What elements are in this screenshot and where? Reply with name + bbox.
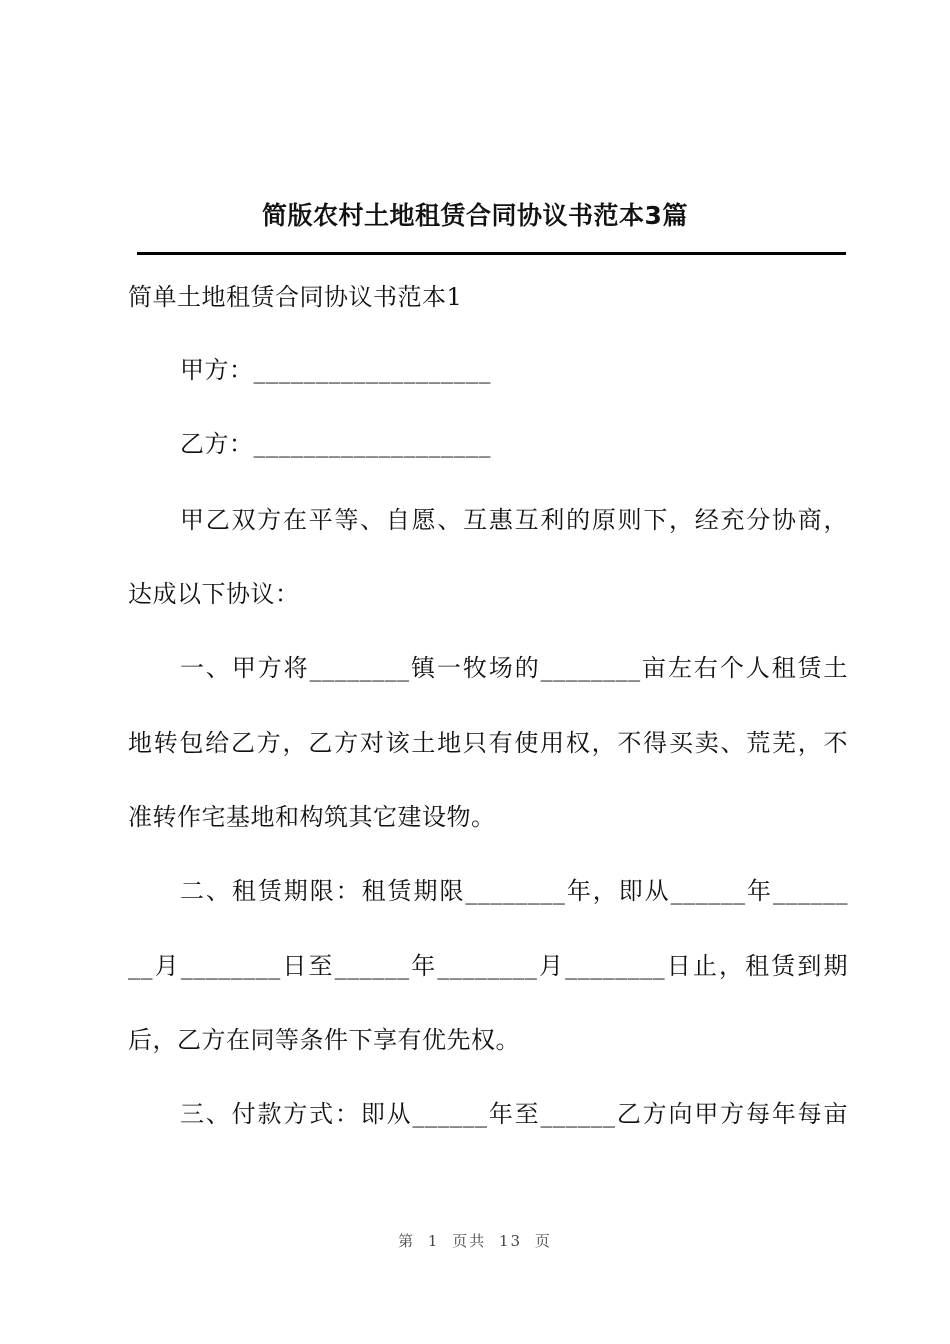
paragraph-line: __月________日至______年________月________日止，租赁到期 <box>128 952 848 980</box>
paragraph-line: 三、付款方式：即从______年至______乙方向甲方每年每亩 <box>180 1100 848 1128</box>
paragraph-line: 二、租赁期限：租赁期限________年，即从______年______ <box>180 877 848 905</box>
paragraph-line: 准转作宅基地和构筑其它建设物。 <box>128 803 496 831</box>
paragraph-line: 一、甲方将________镇一牧场的________亩左右个人租赁土 <box>180 654 848 682</box>
paragraph-line: 后，乙方在同等条件下享有优先权。 <box>128 1026 520 1054</box>
party-a-line: 甲方：___________________ <box>180 356 491 384</box>
paragraph-line: 达成以下协议： <box>128 580 300 608</box>
paragraph-line: 甲乙双方在平等、自愿、互惠互利的原则下，经充分协商， <box>180 506 848 534</box>
page-number-footer: 第 1 页共 13 页 <box>398 1232 552 1250</box>
title-underline <box>137 252 846 255</box>
document-title: 简版农村土地租赁合同协议书范本3篇 <box>262 201 688 230</box>
party-b-line: 乙方：___________________ <box>180 430 491 458</box>
section-heading: 简单土地租赁合同协议书范本1 <box>128 283 463 311</box>
paragraph-line: 地转包给乙方，乙方对该土地只有使用权，不得买卖、荒芜，不 <box>128 729 848 757</box>
